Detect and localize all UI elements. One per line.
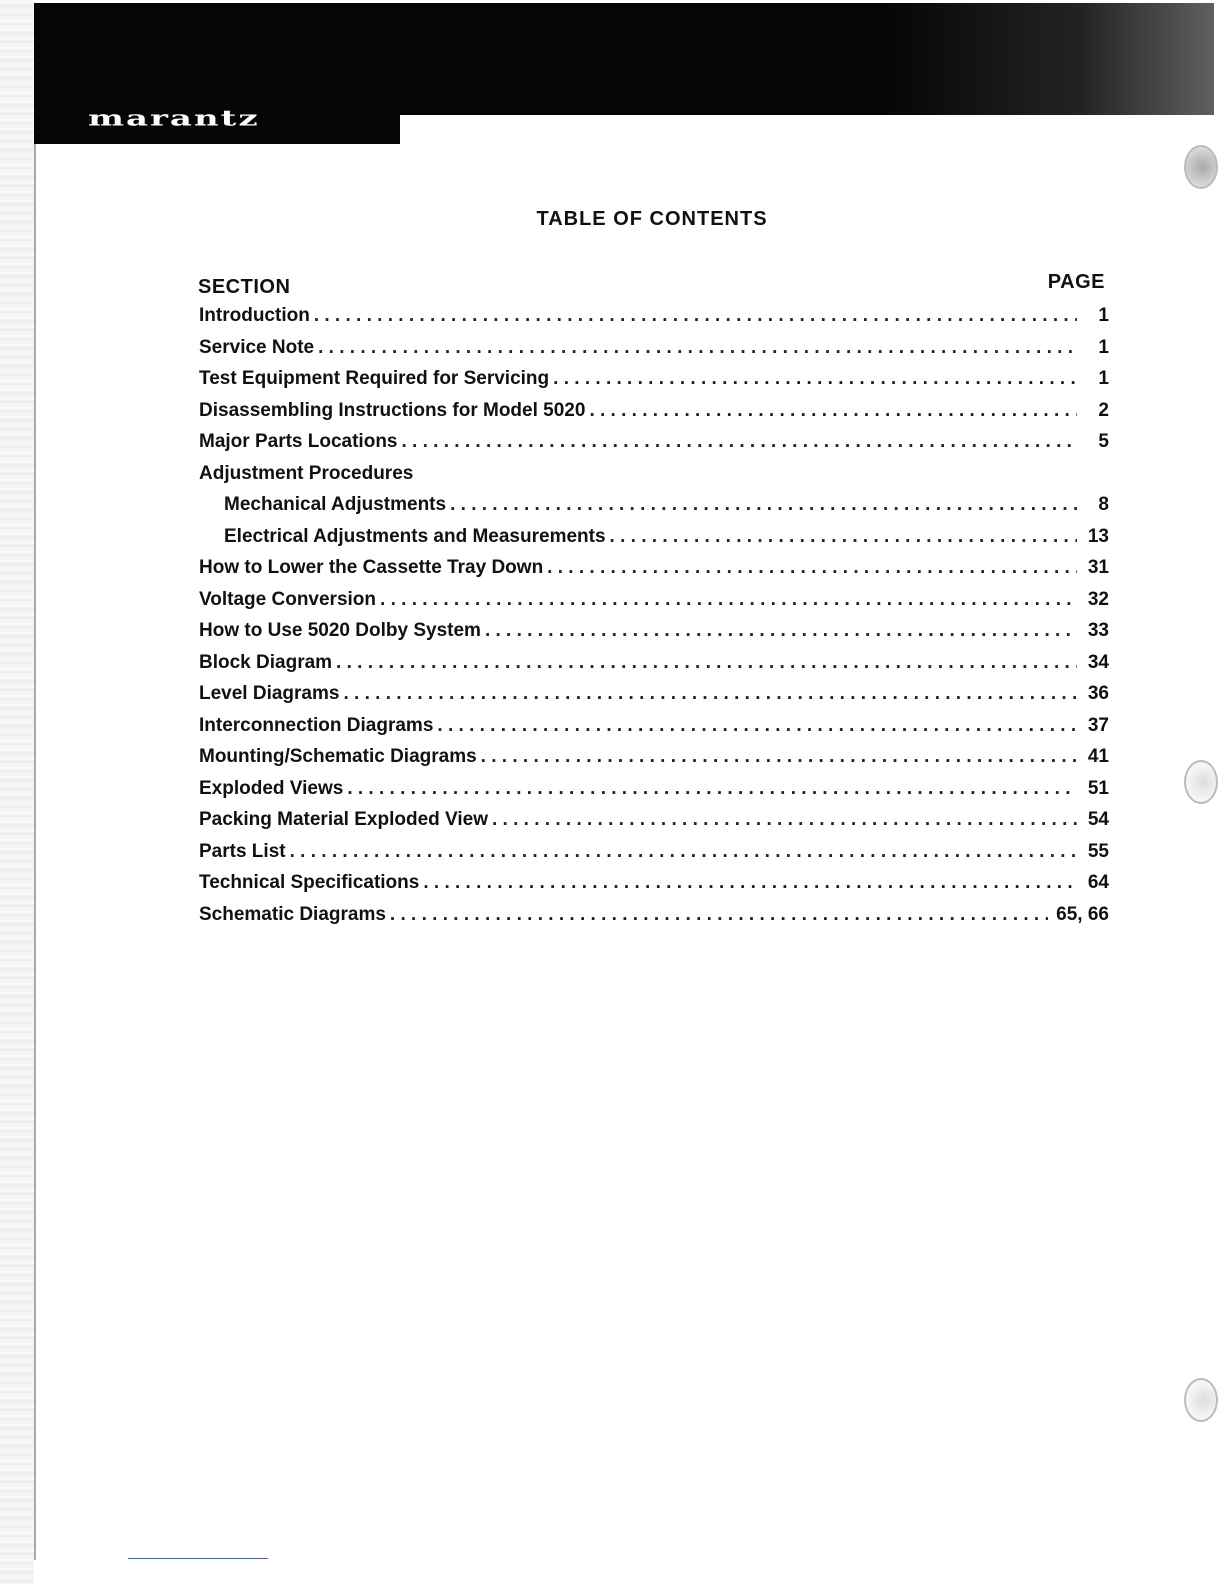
toc-entry-label: Block Diagram	[199, 651, 333, 673]
dot-leader	[290, 841, 1077, 863]
toc-entry	[199, 557, 1109, 589]
toc-entry	[199, 652, 1109, 684]
punch-hole-icon	[1184, 760, 1218, 804]
toc-entry-label: Disassembling Instructions for Model 5020	[199, 399, 586, 421]
toc-entry-label: Packing Material Exploded View	[199, 809, 488, 830]
toc-entry-label: Schematic Diagrams	[199, 903, 386, 925]
toc-entry	[199, 809, 1109, 841]
toc-entry-page: 13	[1087, 525, 1109, 547]
binding-edge-line	[34, 20, 36, 1560]
toc-entry-label: Interconnection Diagrams	[199, 714, 434, 736]
toc-entry-label: Mechanical Adjustments	[224, 494, 447, 515]
dot-leader	[492, 809, 1077, 831]
dot-leader	[380, 589, 1077, 611]
toc-entry	[199, 683, 1109, 715]
toc-entry-label: Service Note	[199, 336, 315, 358]
toc-entry-page: 34	[1087, 651, 1109, 673]
dot-leader	[343, 683, 1077, 705]
toc-entry-page: 1	[1098, 368, 1109, 389]
toc-entry-label: Adjustment Procedures	[199, 462, 414, 484]
dot-leader	[437, 715, 1077, 737]
dot-leader	[318, 337, 1077, 359]
toc-entry	[199, 494, 1109, 526]
bottom-scan-line	[128, 1558, 268, 1559]
toc-entry	[199, 872, 1109, 904]
section-column-header: SECTION	[198, 276, 291, 298]
toc-entry-page: 36	[1087, 683, 1109, 704]
toc-entry-page: 32	[1087, 588, 1109, 610]
toc-entry	[199, 715, 1109, 747]
toc-entry	[199, 337, 1109, 369]
dot-leader	[390, 904, 1048, 926]
toc-entry-page: 54	[1087, 809, 1109, 830]
toc-entry-page: 31	[1087, 557, 1109, 578]
toc-entry	[199, 400, 1109, 432]
punch-hole-icon	[1184, 1378, 1218, 1422]
toc-entry-page: 37	[1087, 714, 1109, 736]
toc-entry-label: Technical Specifications	[199, 872, 420, 893]
toc-entry-label: Parts List	[199, 840, 286, 862]
toc-entry	[199, 841, 1109, 873]
toc-entry	[199, 746, 1109, 778]
toc-entry-page: 1	[1098, 305, 1109, 326]
toc-entry-page: 51	[1087, 777, 1109, 799]
toc-entry-page: 2	[1098, 399, 1109, 421]
toc-entry	[199, 463, 1109, 495]
toc-entry	[199, 431, 1109, 463]
toc-entry-label: Introduction	[199, 305, 310, 326]
page-title: TABLE OF CONTENTS	[536, 208, 768, 230]
toc-entry	[199, 589, 1109, 621]
toc-entry	[199, 368, 1109, 400]
toc-entry-page: 5	[1098, 431, 1109, 452]
dot-leader	[610, 526, 1077, 548]
toc-entry	[199, 904, 1109, 936]
toc-entry-page: 65, 66	[1056, 903, 1109, 925]
dot-leader	[450, 494, 1077, 516]
toc-entry-label: Voltage Conversion	[199, 588, 377, 610]
toc-entry-page: 64	[1087, 872, 1109, 893]
dot-leader	[485, 620, 1077, 642]
toc-entry-label: How to Lower the Cassette Tray Down	[199, 557, 544, 578]
toc-entry-page: 1	[1098, 336, 1109, 358]
toc-entry	[199, 620, 1109, 652]
header-band-fade	[880, 3, 1214, 115]
toc-entry-label: Electrical Adjustments and Measurements	[224, 525, 606, 547]
dot-leader	[481, 746, 1077, 768]
dot-leader	[553, 368, 1077, 390]
marantz-logo: marantz	[88, 106, 260, 131]
toc-entry-label: How to Use 5020 Dolby System	[199, 620, 481, 641]
toc-entry-page: 41	[1087, 746, 1109, 767]
toc-list	[199, 305, 1109, 935]
dot-leader	[336, 652, 1077, 674]
toc-entry-label: Mounting/Schematic Diagrams	[199, 746, 477, 767]
punch-hole-icon	[1184, 145, 1218, 189]
page-column-header: PAGE	[1047, 271, 1105, 293]
toc-entry-page: 33	[1087, 620, 1109, 641]
dot-leader	[402, 431, 1078, 453]
toc-entry-label: Exploded Views	[199, 777, 344, 799]
toc-entry	[199, 305, 1109, 337]
toc-entry-label: Level Diagrams	[199, 683, 340, 704]
toc-entry-page: 8	[1098, 494, 1109, 515]
toc-entry	[199, 778, 1109, 810]
toc-entry	[199, 526, 1109, 558]
scanned-left-margin	[0, 0, 34, 1584]
dot-leader	[547, 557, 1077, 579]
toc-entry-label: Major Parts Locations	[199, 431, 398, 452]
dot-leader	[314, 305, 1077, 327]
toc-entry-label: Test Equipment Required for Servicing	[199, 368, 550, 389]
dot-leader	[423, 872, 1077, 894]
dot-leader	[589, 400, 1077, 422]
dot-leader	[347, 778, 1077, 800]
toc-entry-page: 55	[1087, 840, 1109, 862]
